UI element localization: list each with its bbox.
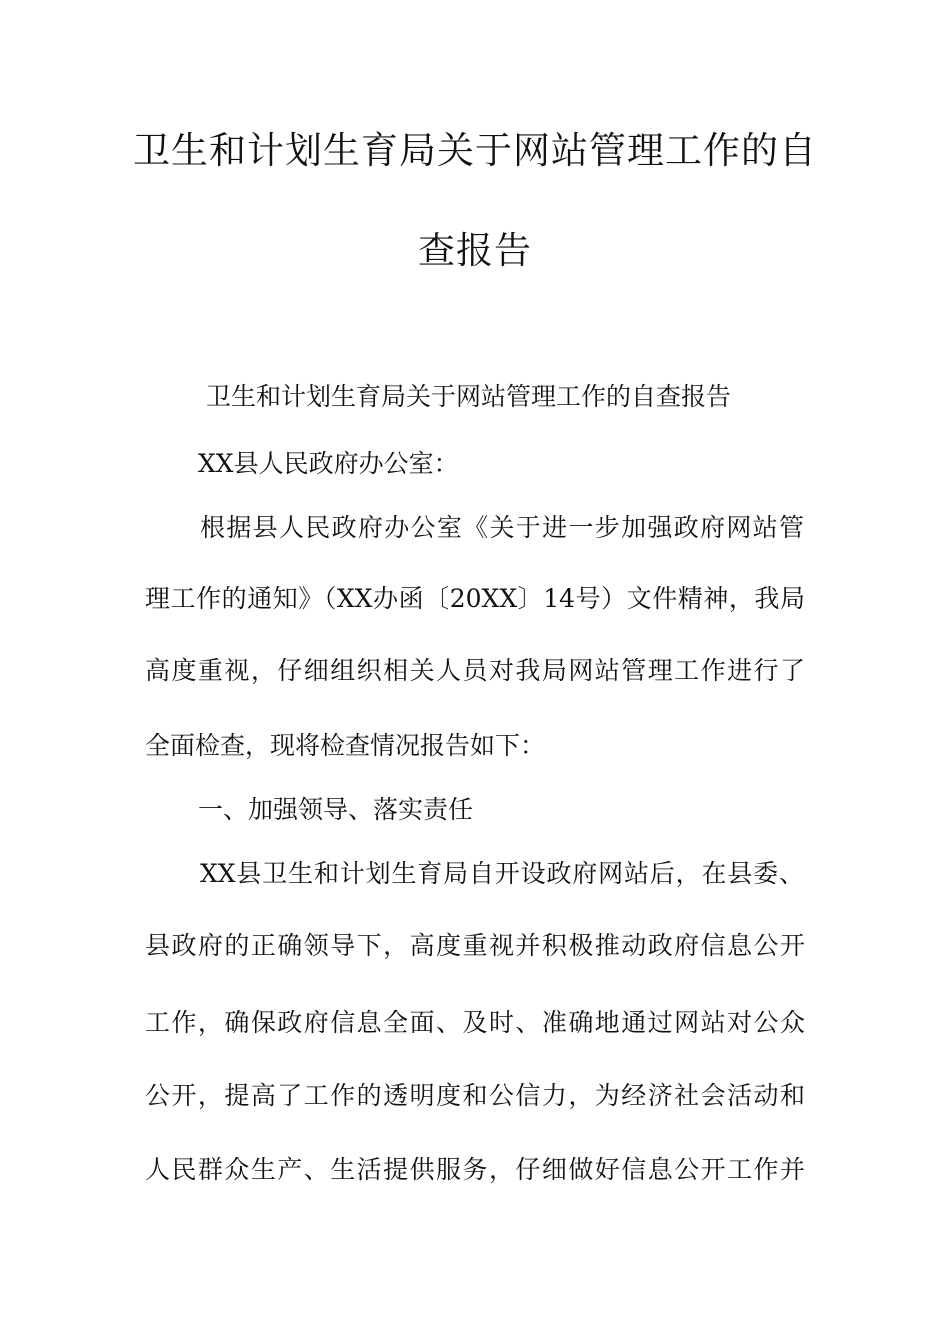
- body-paragraph-1-line-4: 全面检查，现将检查情况报告如下：: [145, 731, 546, 760]
- body-paragraph-2-line-3: 工作，确保政府信息全面、及时、准确地通过网站对公众: [145, 1008, 805, 1037]
- body-paragraph-2-line-4: 公开，提高了工作的透明度和公信力，为经济社会活动和: [145, 1081, 805, 1110]
- document-title-line-1: 卫生和计划生育局关于网站管理工作的自: [133, 129, 817, 172]
- body-paragraph-1-line-3: 高度重视，仔细组织相关人员对我局网站管理工作进行了: [145, 656, 805, 685]
- document-title-line-2: 查报告: [418, 229, 532, 272]
- body-paragraph-2-line-5: 人民群众生产、生活提供服务，仔细做好信息公开工作并: [145, 1155, 805, 1184]
- section-heading-1: 一、加强领导、落实责任: [198, 795, 474, 824]
- body-salutation: XX县人民政府办公室：: [198, 449, 459, 478]
- body-paragraph-1-line-2: 理工作的通知》（XX办函〔20XX〕14号）文件精神，我局: [145, 584, 805, 613]
- body-paragraph-2-line-2: 县政府的正确领导下，高度重视并积极推动政府信息公开: [145, 931, 805, 960]
- body-paragraph-2-line-1: XX县卫生和计划生育局自开设政府网站后，在县委、: [200, 859, 804, 888]
- body-subtitle: 卫生和计划生育局关于网站管理工作的自查报告: [206, 382, 732, 411]
- body-paragraph-1-line-1: 根据县人民政府办公室《关于进一步加强政府网站管: [200, 513, 804, 542]
